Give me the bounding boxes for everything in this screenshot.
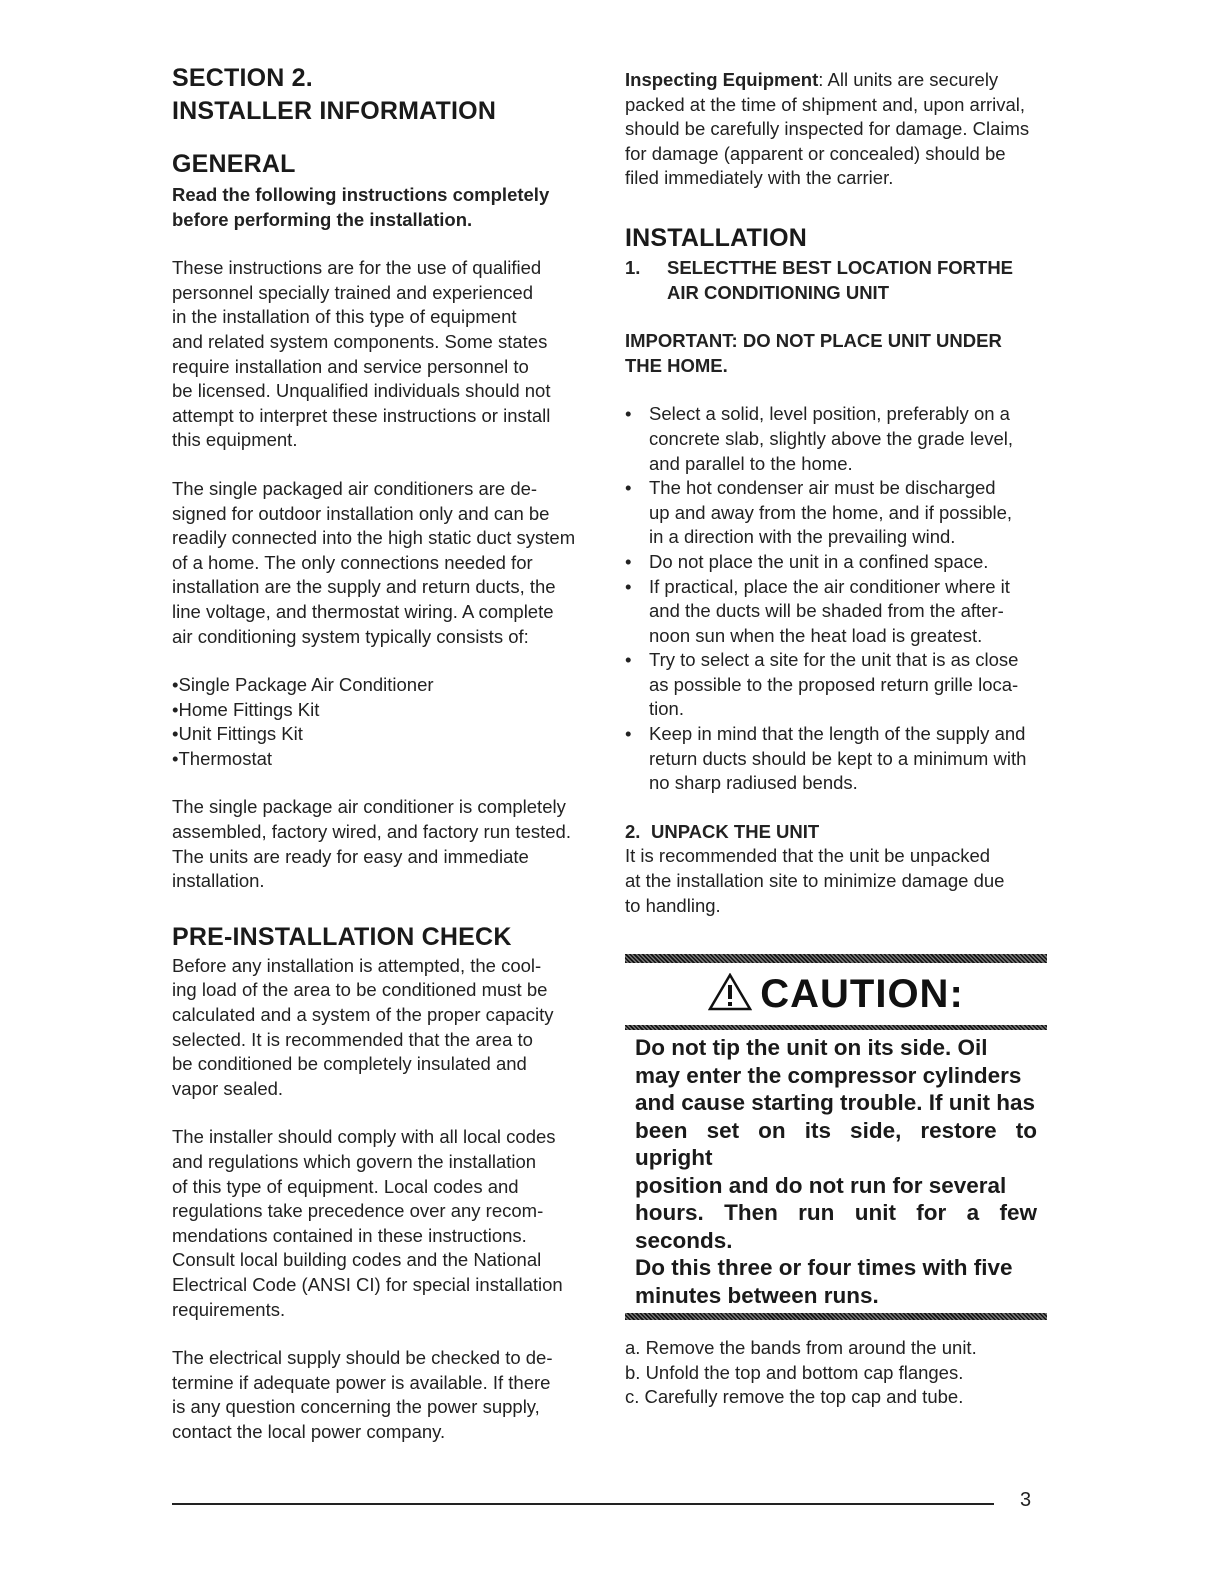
preinstallation-heading: PRE-INSTALLATION CHECK bbox=[172, 922, 512, 951]
caution-text: Do not tip the unit on its side. Oil may enter the compressor cylinders and cause starting trouble. If unit has been set on its side, restore to upright position and do not run for several hours. Then run unit for a few seconds. Do this three or four times with five minutes between runs. bbox=[635, 1035, 1037, 1308]
list-item: • Do not place the unit in a confined space. bbox=[625, 550, 1047, 575]
caution-bottom-bar bbox=[625, 1313, 1047, 1320]
important-warning: IMPORTANT: DO NOT PLACE UNIT UNDER THE HOME. bbox=[625, 330, 1002, 376]
intro-line: Read the following instructions completely bbox=[172, 184, 550, 205]
cooling-load-paragraph: Before any installation is attempted, the cool- ing load of the area to be conditioned must be calculated and a system of the proper capacity selected. It is recommended that the area to be conditioned be completely insulated and vapor sealed. bbox=[172, 954, 554, 1099]
general-heading: GENERAL bbox=[172, 150, 296, 178]
list-item: • Select a solid, level position, preferably on a concrete slab, slightly above the grade level, and parallel to the home. bbox=[625, 402, 1047, 476]
step-number: 1. bbox=[625, 256, 641, 278]
local-codes-paragraph: The installer should comply with all local codes and regulations which govern the installation of this type of equipment. Local codes and regulations take precedence over any recom- mendations contained in these instructions. Consult local building codes and the National Electrical Code (ANSI CI) for special installation requirements. bbox=[172, 1126, 563, 1320]
qualified-personnel-paragraph: These instructions are for the use of qualified personnel specially trained and experienced in the installation of this type of equipment and related system components. Some states require installation and service personnel to be licensed. Unqualified individuals should not attempt to interpret these instructions or install this equipment. bbox=[172, 257, 551, 451]
list-item: • Single Package Air Conditioner bbox=[172, 673, 588, 698]
caution-box bbox=[625, 954, 1047, 1320]
step-number: 2. bbox=[625, 820, 641, 842]
unpack-paragraph: It is recommended that the unit be unpacked at the installation site to minimize damage due to handling. bbox=[625, 845, 1005, 916]
section-title: INSTALLER INFORMATION bbox=[172, 97, 497, 125]
list-item: • Unit Fittings Kit bbox=[172, 722, 588, 747]
location-bullets bbox=[625, 402, 1047, 796]
intro-line: before performing the installation. bbox=[172, 208, 473, 230]
step-1-heading: 1. SELECTTHE BEST LOCATION FORTHE AIR CONDITIONING UNIT bbox=[625, 256, 1014, 303]
list-item: • The hot condenser air must be discharged up and away from the home, and if possible, in a direction with the prevailing wind. bbox=[625, 476, 1047, 550]
packaged-units-paragraph: The single packaged air conditioners are de- signed for outdoor installation only and can be readily connected into the high static duct system of a home. The only connections needed for installation are the supply and return ducts, the line voltage, and thermostat wiring. A complete air conditioning system typically consists of: bbox=[172, 477, 576, 647]
list-item: • Thermostat bbox=[172, 747, 588, 772]
caution-label: CAUTION: bbox=[760, 972, 964, 1017]
right-column bbox=[625, 62, 1047, 1410]
footer-rule bbox=[172, 1503, 994, 1505]
electrical-supply-paragraph: The electrical supply should be checked to de- termine if adequate power is available. If there is any question concerning the power supply, contact the local power company. bbox=[172, 1347, 553, 1442]
inspecting-label: Inspecting Equipment bbox=[625, 69, 819, 90]
list-item: • Home Fittings Kit bbox=[172, 698, 588, 723]
unpack-steps-list bbox=[625, 1336, 1047, 1410]
list-item: a. Remove the bands from around the unit. bbox=[625, 1337, 977, 1359]
general-intro bbox=[172, 183, 588, 232]
page-number: 3 bbox=[1020, 1489, 1032, 1511]
list-item: • If practical, place the air conditioner where it and the ducts will be shaded from the after- noon sun when the heat load is greatest. bbox=[625, 575, 1047, 649]
assembled-paragraph: The single package air conditioner is completely assembled, factory wired, and factory run tested. The units are ready for easy and immediate installation. bbox=[172, 796, 571, 892]
list-item: b. Unfold the top and bottom cap flanges. bbox=[625, 1361, 964, 1383]
caution-top-bar bbox=[625, 954, 1047, 963]
left-column bbox=[172, 62, 588, 1445]
list-item: • Try to select a site for the unit that is as close as possible to the proposed return grille loca- tion. bbox=[625, 648, 1047, 722]
list-item: c. Carefully remove the top cap and tube. bbox=[625, 1386, 964, 1408]
inspecting-equipment-paragraph: Inspecting Equipment: All units are securely packed at the time of shipment and, upon arrival, should be carefully inspected for damage. Claims for damage (apparent or concealed) should be filed immediately with the carrier. bbox=[625, 69, 1030, 189]
warning-triangle-icon bbox=[708, 973, 752, 1011]
system-components-list bbox=[172, 673, 588, 771]
list-item: • Keep in mind that the length of the supply and return ducts should be kept to a minimum with no sharp radiused bends. bbox=[625, 722, 1047, 796]
caution-title bbox=[625, 963, 1047, 1025]
step-2-heading: 2. UNPACK THE UNIT bbox=[625, 820, 1047, 845]
installation-heading: INSTALLATION bbox=[625, 223, 808, 252]
section-number: SECTION 2. bbox=[172, 64, 313, 92]
